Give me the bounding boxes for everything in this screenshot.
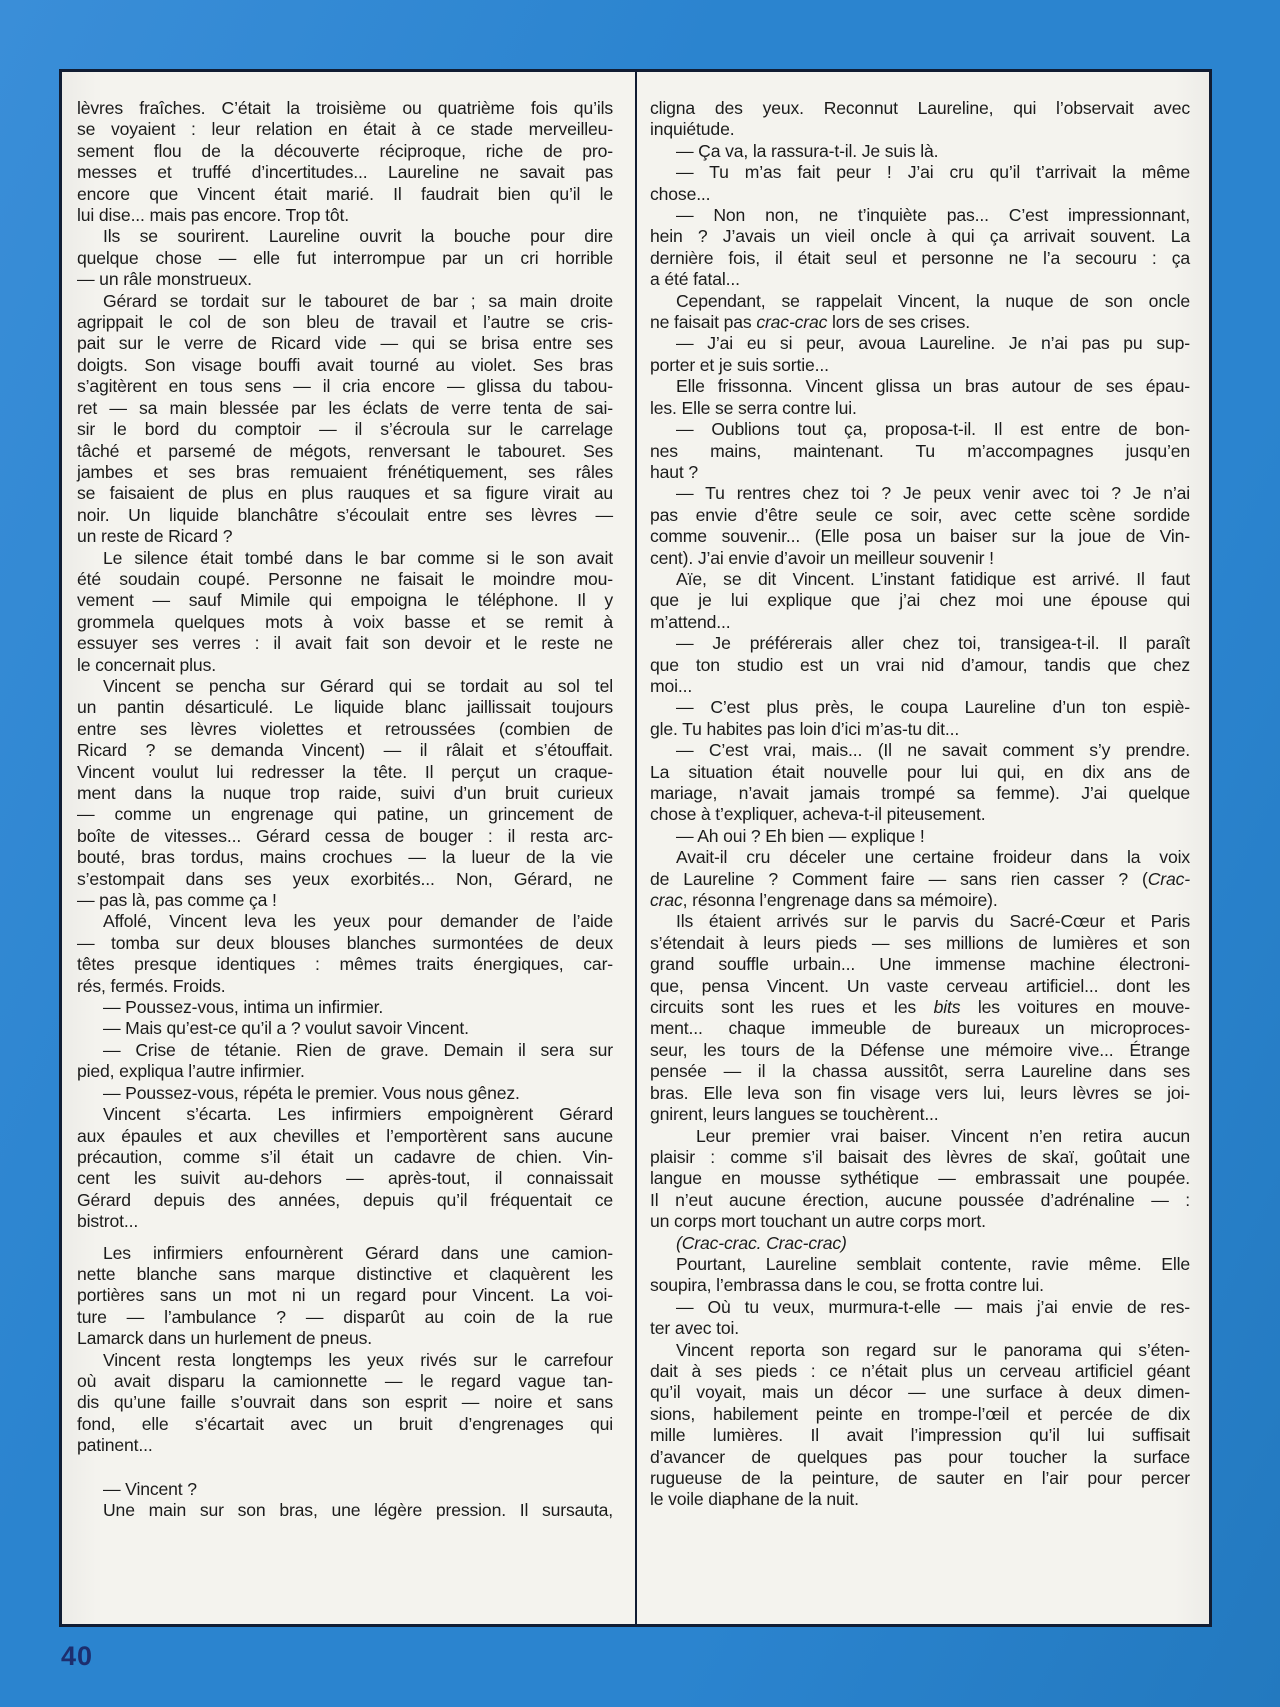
text-line: pied, expliqua l’autre infirmier. <box>77 1061 305 1082</box>
text-line: Vincent s’écarta. Les infirmiers empoignèrent Gérard <box>103 1104 613 1125</box>
paragraph <box>77 226 613 290</box>
paragraph <box>650 1340 1190 1511</box>
text-line: lui dise... mais pas encore. Trop tôt. <box>77 205 350 226</box>
paragraph <box>650 847 1190 911</box>
text-line: encore que Vincent était marié. Il faudrait bien qu’il le <box>77 183 613 204</box>
text-line: têtes presque identiques : mêmes traits énergiques, car- <box>77 954 613 975</box>
text-line: — Poussez-vous, intima un infirmier. <box>103 997 384 1018</box>
text-line: fond, elle s’écartait avec un bruit d’engrenages qui <box>77 1413 613 1434</box>
text-line: La situation était nouvelle pour lui qui, en dix ans de <box>650 761 1190 782</box>
text-line: cligna des yeux. Reconnut Laureline, qui l’observait avec <box>650 98 1190 118</box>
text-line: ment... chaque immeuble de bureaux un microproces- <box>650 1018 1190 1039</box>
text-line: quelque chose — elle fut interrompue par un cri horrible <box>77 247 613 268</box>
text-line: — Tu m’as fait peur ! J’ai cru qu’il t’arrivait la même <box>676 162 1190 183</box>
text-line: s’agitèrent en tous sens — il cria encore — glissa du tabou- <box>77 376 613 397</box>
text-line: (Crac-crac. Crac-crac) <box>676 1232 847 1253</box>
text-line: bouté, bras tordus, mains crochues — la lueur de la vie <box>77 847 613 868</box>
text-line: rés, fermés. Froids. <box>77 975 226 996</box>
text-line: qu’il voyait, mais un décor — une surface à deux dimen- <box>650 1382 1190 1403</box>
text-line: un reste de Ricard ? <box>77 526 233 547</box>
paragraph <box>77 911 613 997</box>
text-line: noir. Un liquide blanchâtre s’écoulait entre ses lèvres — <box>77 504 613 525</box>
text-line: porter et je suis sortie... <box>650 354 829 375</box>
text-line: lèvres fraîches. C’était la troisième ou quatrième fois qu’ils <box>77 98 613 118</box>
text-line: messes et truffé d’incertitudes... Laureline ne savait pas <box>77 162 613 183</box>
text-line: chose... <box>650 183 711 204</box>
text-line: sir le bord du comptoir — il s’écroula sur le carrelage <box>77 419 613 440</box>
paragraph <box>650 697 1190 740</box>
text-line: bistrot... <box>77 1211 139 1232</box>
page-number: 40 <box>61 1641 94 1671</box>
text-line: — Ah oui ? Eh bien — explique ! <box>676 825 925 846</box>
paragraph <box>77 1500 613 1521</box>
text-line: — Oublions tout ça, proposa-t-il. Il est entre de bon- <box>676 419 1190 440</box>
text-line: où avait disparu la camionnette — le regard vague tan- <box>77 1370 613 1391</box>
text-line: d’avancer de quelques pas pour toucher la surface <box>650 1446 1190 1467</box>
text-line: s’estompait dans ses yeux exorbités... Non, Gérard, ne <box>77 868 613 889</box>
text-line: Ricard ? se demanda Vincent) — il râlait et s’étouffait. <box>77 740 613 761</box>
text-line: le voile diaphane de la nuit. <box>650 1489 859 1510</box>
text-line: — J’ai eu si peur, avoua Laureline. Je n’ai pas pu sup- <box>676 333 1190 354</box>
text-line: Le silence était tombé dans le bar comme si le son avait <box>103 547 613 568</box>
text-line: que je lui explique que j’ai chez moi une épouse qui <box>650 590 1190 611</box>
text-line: été soudain coupé. Personne ne faisait le moindre mou- <box>77 568 613 589</box>
text-line: Gérard se tordait sur le tabouret de bar ; sa main droite <box>103 290 613 311</box>
text-line: Elle frissonna. Vincent glissa un bras autour de ses épau- <box>676 376 1190 397</box>
paragraph <box>650 1297 1190 1340</box>
text-line: Affolé, Vincent leva les yeux pour demander de l’aide <box>103 911 613 932</box>
paragraph <box>650 205 1190 291</box>
text-line: Lamarck dans un hurlement de pneus. <box>77 1328 373 1349</box>
text-line: agrippait le col de son bleu de travail et l’autre se cris- <box>77 312 613 333</box>
paragraph <box>650 1233 1190 1254</box>
paragraph <box>650 98 1190 141</box>
text-line: Pourtant, Laureline semblait contente, ravie même. Elle <box>676 1253 1190 1274</box>
paragraph <box>77 997 613 1018</box>
page-frame <box>59 69 1212 1627</box>
paragraph <box>77 1479 613 1500</box>
text-line: — Crise de tétanie. Rien de grave. Demain il sera sur <box>103 1039 613 1060</box>
paragraph <box>650 483 1190 569</box>
paragraph <box>650 740 1190 826</box>
text-line: Les infirmiers enfournèrent Gérard dans une camion- <box>103 1242 613 1263</box>
text-line: Vincent voulut lui redresser la tête. Il perçut un craque- <box>77 761 613 782</box>
text-line: Vincent reporta son regard sur le panorama qui s’éten- <box>676 1339 1190 1360</box>
paragraph <box>77 1018 613 1039</box>
text-line: dis qu’une faille s’ouvrait dans son esprit — noire et sans <box>77 1392 613 1413</box>
text-line: Ils se sourirent. Laureline ouvrit la bouche pour dire <box>103 226 613 247</box>
paragraph <box>77 1243 613 1350</box>
text-line: — Non non, ne t’inquiète pas... C’est impressionnant, <box>676 205 1190 226</box>
text-line: — Mais qu’est-ce qu’il a ? voulut savoir Vincent. <box>103 1018 469 1039</box>
text-line: que ton studio est un vrai nid d’amour, tandis que chez <box>650 654 1190 675</box>
text-line: un pantin désarticulé. Le liquide blanc jaillissait toujours <box>77 697 613 718</box>
paragraph <box>77 548 613 676</box>
text-line: ret — sa main blessée par les éclats de verre tenta de sai- <box>77 397 613 418</box>
text-line: nes mains, maintenant. Tu m’accompagnes jusqu’en <box>650 440 1190 461</box>
paragraph <box>77 1350 613 1457</box>
text-line: langue en mousse sythétique — embrassait une poupée. <box>650 1168 1190 1189</box>
text-line: sions, habilement peinte en trompe-l’œil et percée de dix <box>650 1403 1190 1424</box>
text-line: inquiétude. <box>650 119 735 140</box>
paragraph <box>77 1104 613 1232</box>
paragraph <box>650 419 1190 483</box>
text-line: s’étendait à leurs pieds — ses millions de lumières et son <box>650 932 1190 953</box>
text-line: — Où tu veux, murmura-t-elle — mais j’ai envie de res- <box>676 1296 1190 1317</box>
text-line: nette blanche sans marque distinctive et claquèrent les <box>77 1263 613 1284</box>
paragraph <box>650 333 1190 376</box>
column-divider <box>635 72 637 1624</box>
text-line: se voyaient : leur relation en était à ce stade merveilleu- <box>77 119 613 140</box>
text-line: se faisaient de plus en plus rauques et sa figure virait au <box>77 483 613 504</box>
text-line: tâché et parsemé de mégots, renversant le tabouret. Ses <box>77 440 613 461</box>
text-line: grommela quelques mots à voix basse et se remit à <box>77 611 613 632</box>
paragraph <box>650 911 1190 1125</box>
text-line: — comme un engrenage qui patine, un grincement de <box>77 804 613 825</box>
text-line: doigts. Son visage bouffi avait tourné au violet. Ses bras <box>77 354 613 375</box>
paragraph <box>650 162 1190 205</box>
text-line: dernière fois, il était seul et personne ne l’a secouru : ça <box>650 247 1190 268</box>
text-line: — Vincent ? <box>103 1478 197 1499</box>
text-line: les. Elle se serra contre lui. <box>650 397 857 418</box>
text-line: Cependant, se rappelait Vincent, la nuque de son oncle <box>676 290 1190 311</box>
text-line: gnirent, leurs langues se touchèrent... <box>650 1104 939 1125</box>
text-line: Leur premier vrai baiser. Vincent n’en retira aucun <box>696 1125 1190 1146</box>
text-line: Avait-il cru déceler une certaine froideur dans la voix <box>676 847 1190 868</box>
text-line: — Poussez-vous, répéta le premier. Vous nous gênez. <box>103 1082 520 1103</box>
text-line: de Laureline ? Comment faire — sans rien casser ? (Crac- <box>650 868 1190 889</box>
text-line: ter avec toi. <box>650 1318 739 1339</box>
text-line: circuits sont les rues et les bits les voitures en mouve- <box>650 997 1191 1018</box>
text-line: moi... <box>650 675 693 696</box>
paragraph <box>650 291 1190 334</box>
text-line: Vincent se pencha sur Gérard qui se tordait au sol tel <box>103 675 613 696</box>
text-line: un corps mort touchant un autre corps mort. <box>650 1211 986 1232</box>
text-line: ne faisait pas crac-crac lors de ses crises. <box>650 312 970 333</box>
text-line: bras. Elle leva son fin visage vers lui, leurs lèvres se joi- <box>650 1082 1190 1103</box>
text-line: Une main sur son bras, une légère pression. Il sursauta, <box>103 1500 613 1520</box>
text-line: mille lumières. Il avait l’impression qu’il lui suffisait <box>650 1425 1190 1446</box>
text-line: — tomba sur deux blouses blanches surmontées de deux <box>77 932 613 953</box>
text-line: Gérard depuis des années, depuis qu’il fréquentait ce <box>77 1189 613 1210</box>
paragraph <box>650 376 1190 419</box>
text-line: rugueuse de la peinture, de sauter en l’air pour percer <box>650 1468 1190 1488</box>
text-line: ture — l’ambulance ? — disparût au coin de la rue <box>77 1306 613 1327</box>
text-line: vement — sauf Mimile qui empoigna le téléphone. Il y <box>77 590 613 611</box>
text-line: — Ça va, la rassura-t-il. Je suis là. <box>676 140 939 161</box>
text-column-left <box>77 98 613 1521</box>
text-line: — un râle monstrueux. <box>77 269 252 290</box>
text-line: gle. Tu habites pas loin d’ici m’as-tu dit... <box>650 718 960 739</box>
text-line: Vincent resta longtemps les yeux rivés sur le carrefour <box>103 1349 613 1370</box>
text-line: mariage, n’avait jamais trompé sa femme). J’ai quelque <box>650 783 1190 803</box>
text-line: — pas là, pas comme ça ! <box>77 890 277 911</box>
paragraph <box>650 1126 1190 1233</box>
text-line: haut ? <box>650 461 699 482</box>
paragraph <box>77 676 613 911</box>
paragraph <box>650 141 1190 162</box>
text-line: entre ses lèvres violettes et retroussées (combien de <box>77 718 613 739</box>
paragraph <box>650 633 1190 697</box>
text-line: seur, les tours de la Défense une mémoire vive... Étrange <box>650 1039 1190 1060</box>
text-line: soupira, l’embrassa dans le cou, se frotta contre lui. <box>650 1275 1044 1296</box>
paragraph <box>650 1254 1190 1297</box>
text-line: pait sur le verre de Ricard vide — qui se brisa entre ses <box>77 333 613 354</box>
text-line: patinent... <box>77 1435 153 1456</box>
text-line: sement flou de la découverte réciproque, riche de pro- <box>77 140 613 161</box>
text-line: — Je préférerais aller chez toi, transigea-t-il. Il paraît <box>676 633 1190 654</box>
text-line: que, pensa Vincent. Un vaste cerveau artificiel... dont les <box>650 975 1190 996</box>
text-line: aux épaules et aux chevilles et l’emportèrent sans aucune <box>77 1125 613 1146</box>
text-line: ment dans la nuque trop raide, suivi d’un bruit curieux <box>77 783 613 803</box>
text-line: grand souffle urbain... Une immense machine électroni- <box>650 954 1190 975</box>
text-line: pensée — il la chassa aussitôt, serra Laureline dans ses <box>650 1061 1190 1082</box>
text-line: dait à ses pieds : ce n’était plus un cerveau artificiel géant <box>650 1360 1190 1381</box>
text-line: — C’est plus près, le coupa Laureline d’un ton espiè- <box>676 697 1190 718</box>
text-line: Aïe, se dit Vincent. L’instant fatidique est arrivé. Il faut <box>676 568 1190 589</box>
paragraph <box>650 569 1190 633</box>
paragraph <box>77 1040 613 1083</box>
text-line: m’attend... <box>650 611 731 632</box>
text-line: crac, résonna l’engrenage dans sa mémoire). <box>650 890 998 911</box>
text-line: essuyer ses verres : il avait fait son devoir et le reste ne <box>77 633 613 654</box>
text-line: précaution, comme s’il était un cadavre de chien. Vin- <box>77 1146 613 1167</box>
paragraph <box>650 826 1190 847</box>
text-line: pas envie d’être seule ce soir, avec cette scène sordide <box>650 504 1190 525</box>
text-line: comme souvenir... (Elle posa un baiser sur la joue de Vin- <box>650 526 1190 547</box>
text-line: Ils étaient arrivés sur le parvis du Sacré-Cœur et Paris <box>676 911 1190 932</box>
text-line: — C’est vrai, mais... (Il ne savait comment s’y prendre. <box>676 740 1190 761</box>
text-line: boîte de vitesses... Gérard cessa de bouger : il resta arc- <box>77 825 613 846</box>
paragraph <box>77 1083 613 1104</box>
text-line: plaisir : comme s’il baisait des lèvres de skaï, goûtait une <box>650 1146 1190 1167</box>
text-line: portières sans un mot ni un regard pour Vincent. La voi- <box>77 1285 613 1306</box>
text-line: — Tu rentres chez toi ? Je peux venir avec toi ? Je n’ai <box>676 483 1190 504</box>
text-line: cent les suivit au-dehors — après-tout, il connaissait <box>77 1168 613 1189</box>
text-column-right <box>650 98 1190 1511</box>
paragraph <box>77 291 613 548</box>
text-line: chose à t’expliquer, acheva-t-il piteusement. <box>650 804 986 825</box>
text-line: le concernait plus. <box>77 654 216 675</box>
text-line: a été fatal... <box>650 269 740 290</box>
text-line: Il n’eut aucune érection, aucune poussée d’adrénaline — : <box>650 1189 1190 1210</box>
text-line: cent). J’ai envie d’avoir un meilleur souvenir ! <box>650 547 994 568</box>
text-line: jambes et ses bras remuaient frénétiquement, ses râles <box>77 461 613 482</box>
text-line: hein ? J’avais un vieil oncle à qui ça arrivait souvent. La <box>650 226 1190 247</box>
paragraph <box>77 98 613 226</box>
